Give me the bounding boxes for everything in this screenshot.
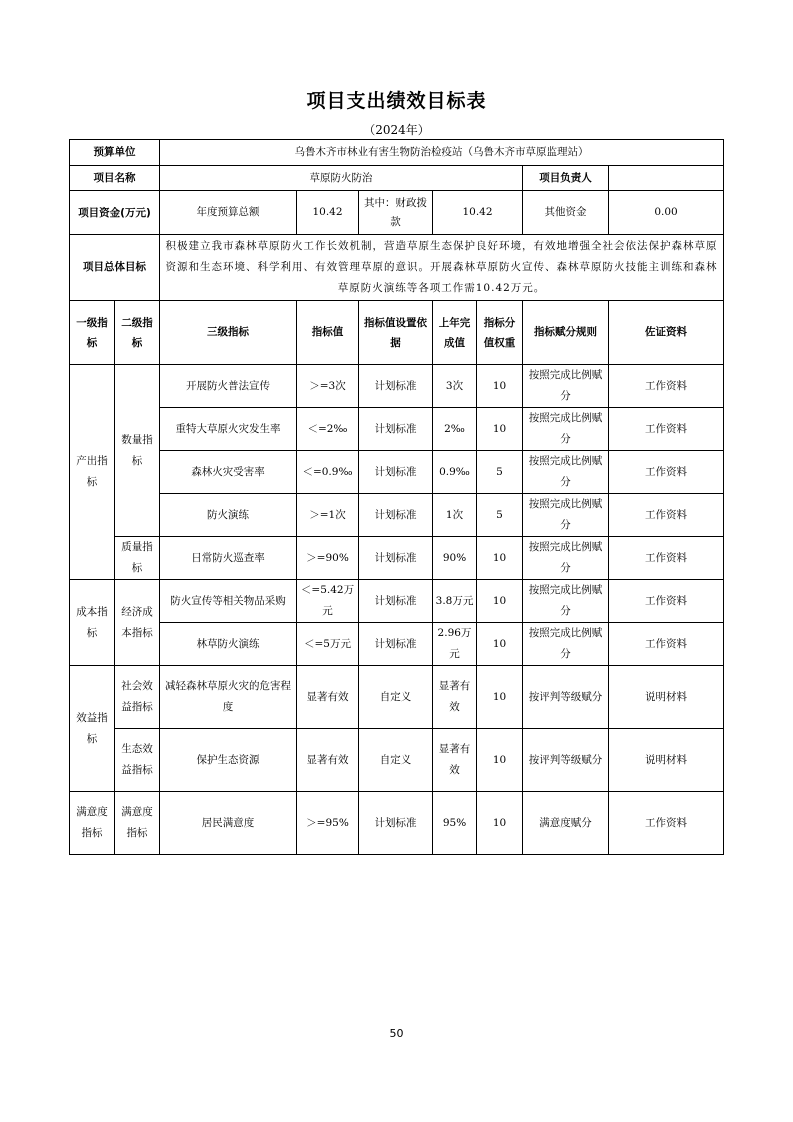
goal-label: 项目总体目标 <box>70 235 160 301</box>
unit-value: 乌鲁木齐市林业有害生物防治检疫站（乌鲁木齐市草原监理站） <box>160 140 724 166</box>
indicator-name: 林草防火演练 <box>160 623 297 666</box>
project-manager-value <box>609 166 724 191</box>
indicator-rule: 按照完成比例赋分 <box>523 365 609 408</box>
indicator-evidence: 说明材料 <box>609 729 724 792</box>
indicator-prev: 显著有效 <box>433 666 477 729</box>
indicator-prev: 0.9‰ <box>433 451 477 494</box>
indicator-rule: 按评判等级赋分 <box>523 666 609 729</box>
indicator-rule: 按照完成比例赋分 <box>523 408 609 451</box>
indicator-rule: 按照完成比例赋分 <box>523 494 609 537</box>
other-funds-label: 其他资金 <box>523 191 609 235</box>
indicator-name: 减轻森林草原火灾的危害程度 <box>160 666 297 729</box>
indicator-value: 显著有效 <box>297 729 359 792</box>
fiscal-funds-value: 10.42 <box>433 191 523 235</box>
indicator-weight: 10 <box>477 365 523 408</box>
col-prev: 上年完成值 <box>433 301 477 365</box>
indicator-name: 防火宣传等相关物品采购 <box>160 580 297 623</box>
annual-budget-value: 10.42 <box>297 191 359 235</box>
level2-ecological-benefit: 生态效益指标 <box>115 729 160 792</box>
indicator-name: 日常防火巡查率 <box>160 537 297 580</box>
funds-label: 项目资金(万元) <box>70 191 160 235</box>
indicator-basis: 自定义 <box>359 729 433 792</box>
table-row <box>70 537 724 580</box>
year-subtitle: （2024年） <box>363 123 430 137</box>
indicator-basis: 计划标准 <box>359 792 433 855</box>
col-evidence: 佐证资料 <box>609 301 724 365</box>
project-manager-label: 项目负责人 <box>523 166 609 191</box>
level1-output: 产出指标 <box>70 365 115 580</box>
col-level1: 一级指标 <box>70 301 115 365</box>
indicator-rule: 按照完成比例赋分 <box>523 623 609 666</box>
level2-economic-cost: 经济成本指标 <box>115 580 160 666</box>
indicator-basis: 计划标准 <box>359 537 433 580</box>
indicator-value: ＜=5.42万元 <box>297 580 359 623</box>
indicator-rule: 按照完成比例赋分 <box>523 580 609 623</box>
indicator-evidence: 工作资料 <box>609 451 724 494</box>
indicator-evidence: 工作资料 <box>609 537 724 580</box>
column-header-row <box>70 301 724 365</box>
indicator-basis: 计划标准 <box>359 494 433 537</box>
indicator-value: 显著有效 <box>297 666 359 729</box>
indicator-rule: 按照完成比例赋分 <box>523 537 609 580</box>
indicator-weight: 10 <box>477 666 523 729</box>
table-row <box>70 451 724 494</box>
indicator-basis: 自定义 <box>359 666 433 729</box>
indicator-rule: 按评判等级赋分 <box>523 729 609 792</box>
indicator-evidence: 工作资料 <box>609 365 724 408</box>
table-row <box>70 408 724 451</box>
col-level2: 二级指标 <box>115 301 160 365</box>
indicator-value: ＜=5万元 <box>297 623 359 666</box>
unit-label: 预算单位 <box>70 140 160 166</box>
other-funds-value: 0.00 <box>609 191 724 235</box>
page-title: 项目支出绩效目标表 <box>306 90 487 112</box>
level2-social-benefit: 社会效益指标 <box>115 666 160 729</box>
fiscal-funds-label: 其中：财政拨款 <box>359 191 433 235</box>
indicator-weight: 10 <box>477 537 523 580</box>
unit-row <box>70 140 724 166</box>
indicator-weight: 10 <box>477 792 523 855</box>
indicator-basis: 计划标准 <box>359 623 433 666</box>
indicator-value: ＜=0.9‰ <box>297 451 359 494</box>
indicator-rule: 按照完成比例赋分 <box>523 451 609 494</box>
indicator-value: ＞=1次 <box>297 494 359 537</box>
indicator-weight: 10 <box>477 729 523 792</box>
table-row <box>70 666 724 729</box>
performance-table <box>69 139 724 855</box>
project-name-label: 项目名称 <box>70 166 160 191</box>
table-row <box>70 729 724 792</box>
table-row <box>70 623 724 666</box>
table-row <box>70 494 724 537</box>
col-basis: 指标值设置依据 <box>359 301 433 365</box>
indicator-value: ＞=3次 <box>297 365 359 408</box>
indicator-evidence: 说明材料 <box>609 666 724 729</box>
level1-satisfaction: 满意度指标 <box>70 792 115 855</box>
indicator-evidence: 工作资料 <box>609 494 724 537</box>
indicator-prev: 显著有效 <box>433 729 477 792</box>
indicator-rule: 满意度赋分 <box>523 792 609 855</box>
col-rule: 指标赋分规则 <box>523 301 609 365</box>
level2-quality: 质量指标 <box>115 537 160 580</box>
indicator-value: ＞=95% <box>297 792 359 855</box>
col-weight: 指标分值权重 <box>477 301 523 365</box>
indicator-basis: 计划标准 <box>359 580 433 623</box>
col-level3: 三级指标 <box>160 301 297 365</box>
indicator-weight: 10 <box>477 623 523 666</box>
table-row <box>70 365 724 408</box>
indicator-prev: 1次 <box>433 494 477 537</box>
indicator-evidence: 工作资料 <box>609 792 724 855</box>
indicator-basis: 计划标准 <box>359 365 433 408</box>
indicator-prev: 2.96万元 <box>433 623 477 666</box>
level1-benefit: 效益指标 <box>70 666 115 792</box>
funds-row <box>70 191 724 235</box>
indicator-value: ＜=2‰ <box>297 408 359 451</box>
annual-budget-label: 年度预算总额 <box>160 191 297 235</box>
indicator-name: 森林火灾受害率 <box>160 451 297 494</box>
indicator-weight: 10 <box>477 580 523 623</box>
indicator-evidence: 工作资料 <box>609 623 724 666</box>
table-row <box>70 792 724 855</box>
level2-satisfaction: 满意度指标 <box>115 792 160 855</box>
indicator-basis: 计划标准 <box>359 408 433 451</box>
indicator-prev: 3.8万元 <box>433 580 477 623</box>
indicator-name: 防火演练 <box>160 494 297 537</box>
indicator-evidence: 工作资料 <box>609 580 724 623</box>
indicator-basis: 计划标准 <box>359 451 433 494</box>
project-name-row <box>70 166 724 191</box>
indicator-name: 重特大草原火灾发生率 <box>160 408 297 451</box>
indicator-evidence: 工作资料 <box>609 408 724 451</box>
level2-quantity: 数量指标 <box>115 365 160 537</box>
project-name-value: 草原防火防治 <box>160 166 523 191</box>
indicator-prev: 90% <box>433 537 477 580</box>
goal-row <box>70 235 724 301</box>
col-value: 指标值 <box>297 301 359 365</box>
indicator-prev: 95% <box>433 792 477 855</box>
indicator-prev: 3次 <box>433 365 477 408</box>
indicator-name: 保护生态资源 <box>160 729 297 792</box>
goal-text: 积极建立我市森林草原防火工作长效机制，营造草原生态保护良好环境，有效地增强全社会依法保护森林草原资源和生态环境、科学利用、有效管理草原的意识。开展森林草原防火宣传、森林草原防火技能主训练和森林草原防火演练等各项工作需10.42万元。 <box>160 235 724 301</box>
indicator-name: 居民满意度 <box>160 792 297 855</box>
indicator-value: ＞=90% <box>297 537 359 580</box>
page-number: 50 <box>389 1027 404 1040</box>
indicator-weight: 5 <box>477 494 523 537</box>
level1-cost: 成本指标 <box>70 580 115 666</box>
indicator-name: 开展防火普法宣传 <box>160 365 297 408</box>
indicator-weight: 5 <box>477 451 523 494</box>
indicator-prev: 2‰ <box>433 408 477 451</box>
table-row <box>70 580 724 623</box>
indicator-weight: 10 <box>477 408 523 451</box>
